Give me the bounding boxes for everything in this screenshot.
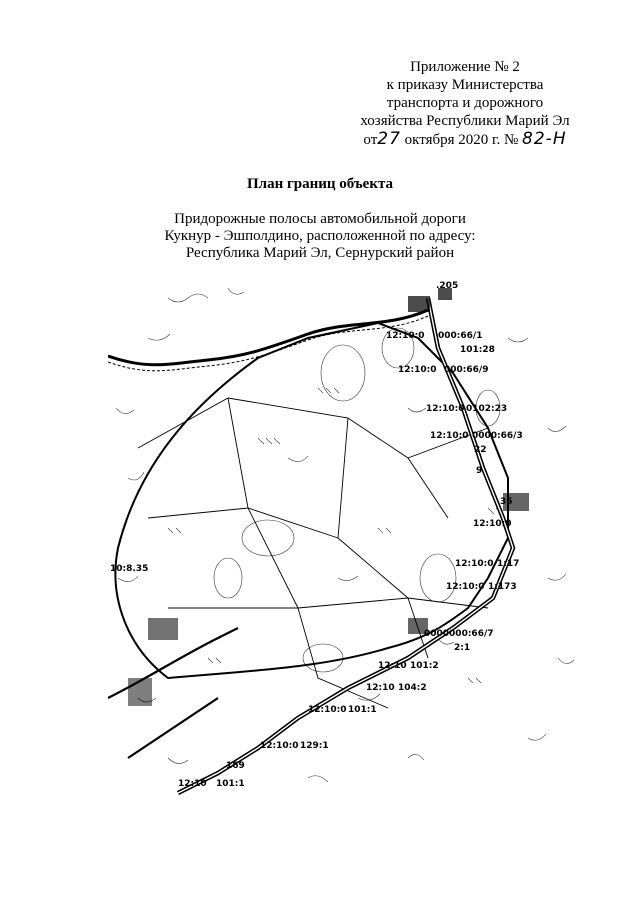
- appendix-title: Приложение № 2: [410, 59, 520, 75]
- map-label: 101:28: [460, 345, 495, 355]
- map-label: 12:10:0: [308, 705, 347, 715]
- map-label: 000:66/1: [438, 331, 483, 341]
- appendix-order-ref: к приказу Министерства: [386, 77, 544, 93]
- map-label: 101:1: [216, 779, 245, 789]
- map-label: 12:10:0: [446, 582, 485, 592]
- secondary-road: [108, 628, 238, 758]
- date-prefix: от: [363, 132, 378, 148]
- order-number-handwritten: 82-Н: [522, 129, 567, 149]
- map-label: 12:10:0: [473, 519, 512, 529]
- map-label: 1:173: [488, 582, 517, 592]
- map-label: 104:2: [398, 683, 427, 693]
- map-label: 22: [474, 445, 487, 455]
- appendix-header: [360, 58, 570, 149]
- object-line-2: Кукнур - Эшполдино, расположенной по адресу:: [164, 228, 476, 244]
- appendix-region: хозяйства Республики Марий Эл: [360, 113, 570, 129]
- map-label: 12:10:0: [386, 331, 425, 341]
- map-label: 000:66/9: [444, 365, 489, 375]
- map-label: 12:10: [178, 779, 207, 789]
- map-label: 10:8.35: [110, 564, 149, 574]
- appendix-ministry: транспорта и дорожного: [386, 95, 544, 111]
- map-label: 2:1: [454, 643, 471, 653]
- cadastral-labels: [110, 281, 523, 789]
- map-label: .205: [436, 281, 459, 291]
- map-label: 129:1: [300, 741, 329, 751]
- map-label: 0102:23: [466, 404, 508, 414]
- date-day-handwritten: 27: [377, 129, 401, 149]
- map-label: 12:10:0: [398, 365, 437, 375]
- map-label: 12:10:0: [430, 431, 469, 441]
- map-label: 0000:66/3: [472, 431, 523, 441]
- map-label: 35: [500, 497, 513, 507]
- map-drawing: [108, 278, 588, 803]
- map-label: 12:10:0: [426, 404, 465, 414]
- appendix-date-line: [360, 130, 570, 149]
- river: [108, 310, 428, 365]
- map-label: 1:17: [497, 559, 520, 569]
- object-description: [150, 211, 490, 262]
- map-label: 9: [476, 466, 483, 476]
- map-label: 12:10: [378, 661, 407, 671]
- map-label: 12:10:0: [260, 741, 299, 751]
- object-line-1: Придорожные полосы автомобильной дороги: [174, 211, 466, 227]
- plan-title: План границ объекта: [246, 176, 394, 192]
- map-label: 12:10:0: [455, 559, 494, 569]
- map-label: 12:10: [366, 683, 395, 693]
- map-label: 0000000:66/7: [424, 629, 494, 639]
- map-label: 169: [226, 761, 245, 771]
- date-rest: октября 2020 г. №: [404, 132, 519, 148]
- object-line-3: Республика Марий Эл, Сернурский район: [185, 245, 455, 261]
- boundary-map: [108, 278, 588, 803]
- map-label: 101:1: [348, 705, 377, 715]
- map-label: 101:2: [410, 661, 439, 671]
